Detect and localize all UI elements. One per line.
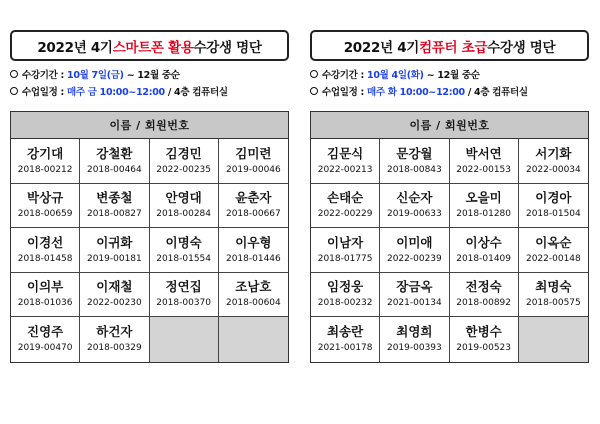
student-name: 오을미 (465, 190, 502, 206)
member-number: 2019-00181 (86, 253, 142, 264)
student-cell (311, 139, 380, 184)
student-cell (450, 273, 519, 318)
member-number: 2018-01775 (317, 253, 373, 264)
student-cell (150, 273, 219, 318)
member-number: 2019-00470 (17, 343, 73, 354)
member-number: 2018-00827 (86, 209, 142, 220)
title-suffix: 수강생 명단 (487, 39, 556, 56)
student-cell (11, 184, 80, 229)
member-number: 2018-00843 (386, 164, 442, 175)
empty-cell (219, 317, 288, 362)
member-number: 2018-01280 (456, 209, 512, 220)
student-name: 안영대 (165, 190, 202, 206)
schedule-rest: / 4층 컴퓨터실 (464, 87, 528, 98)
student-cell (450, 139, 519, 184)
student-cell (519, 228, 588, 273)
member-number: 2019-00633 (386, 209, 442, 220)
member-number: 2018-00575 (525, 298, 581, 309)
student-name: 이남자 (327, 234, 364, 250)
member-number: 2022-00153 (456, 164, 512, 175)
member-number: 2018-00667 (225, 209, 281, 220)
student-name: 이옥순 (535, 234, 572, 250)
member-number: 2018-01446 (225, 253, 281, 264)
student-name: 진영주 (27, 324, 64, 340)
member-number: 2019-00393 (386, 343, 442, 354)
student-cell (150, 184, 219, 229)
student-table (310, 111, 589, 363)
student-cell (80, 273, 149, 318)
student-cell (380, 273, 449, 318)
student-name: 신순자 (396, 190, 433, 206)
member-number: 2019-00523 (456, 343, 512, 354)
student-cell (219, 139, 288, 184)
schedule-value: 매주 금 10:00~12:00 (67, 87, 165, 98)
empty-cell (150, 317, 219, 362)
student-name: 한병수 (465, 324, 502, 340)
circle-bullet-icon (310, 70, 318, 78)
student-cell (219, 273, 288, 318)
student-name: 이재철 (96, 279, 133, 295)
student-name: 손태순 (327, 190, 364, 206)
student-cell (311, 273, 380, 318)
schedule-rest: / 4층 컴퓨터실 (164, 87, 228, 98)
student-cell (11, 139, 80, 184)
student-name: 정연집 (165, 279, 202, 295)
period-rest: ~ 12월 중순 (423, 70, 480, 81)
student-cell (311, 228, 380, 273)
student-cell (380, 228, 449, 273)
student-cell (219, 184, 288, 229)
student-grid (11, 139, 288, 362)
student-cell (11, 273, 80, 318)
circle-bullet-icon (10, 70, 18, 78)
student-name: 최송란 (327, 324, 364, 340)
member-number: 2018-01036 (17, 298, 73, 309)
student-name: 문강월 (396, 145, 433, 161)
member-number: 2019-00046 (225, 164, 281, 175)
empty-cell (519, 317, 588, 362)
circle-bullet-icon (10, 87, 18, 95)
student-cell (380, 317, 449, 362)
circle-bullet-icon (310, 87, 318, 95)
student-cell (311, 317, 380, 362)
student-cell (519, 273, 588, 318)
schedule-label: 수업일정 : (22, 87, 68, 98)
period-value: 10월 7일(금) (67, 70, 124, 81)
student-cell (519, 184, 588, 229)
student-cell (80, 317, 149, 362)
student-name: 김경민 (165, 145, 202, 161)
member-number: 2022-00148 (525, 253, 581, 264)
member-number: 2022-00229 (317, 209, 373, 220)
student-name: 장금옥 (396, 279, 433, 295)
table-header: 이름 / 회원번호 (311, 112, 588, 139)
student-table (10, 111, 289, 363)
table-header: 이름 / 회원번호 (11, 112, 288, 139)
computer-roster-panel (310, 30, 589, 354)
student-name: 김미련 (235, 145, 272, 161)
title-course-name: 스마트폰 활용 (112, 39, 194, 56)
schedule-label: 수업일정 : (322, 87, 368, 98)
student-name: 이의부 (27, 279, 64, 295)
student-name: 임정웅 (327, 279, 364, 295)
student-cell (380, 184, 449, 229)
student-name: 이우형 (235, 234, 272, 250)
member-number: 2022-00230 (86, 298, 142, 309)
student-name: 전정숙 (465, 279, 502, 295)
student-name: 변종철 (96, 190, 133, 206)
student-name: 윤춘자 (235, 190, 272, 206)
student-cell (450, 317, 519, 362)
student-name: 김문식 (327, 145, 364, 161)
member-number: 2018-00212 (17, 164, 73, 175)
member-number: 2018-00892 (456, 298, 512, 309)
member-number: 2018-00232 (317, 298, 373, 309)
member-number: 2018-00284 (156, 209, 212, 220)
student-cell (80, 184, 149, 229)
title-suffix: 수강생 명단 (193, 39, 262, 56)
schedule-row (310, 84, 589, 101)
schedule-row (10, 84, 289, 101)
student-cell (450, 228, 519, 273)
title-course-name: 컴퓨터 초급 (419, 39, 488, 56)
period-label: 수강기간 : (322, 70, 368, 81)
period-row (10, 67, 289, 84)
title-prefix: 2022년 4기 (343, 39, 420, 56)
student-name: 강철환 (96, 145, 133, 161)
schedule-value: 매주 화 10:00~12:00 (367, 87, 465, 98)
student-name: 박서연 (465, 145, 502, 161)
student-name: 조남호 (235, 279, 272, 295)
member-number: 2018-00329 (86, 343, 142, 354)
student-grid (311, 139, 588, 362)
student-cell (11, 317, 80, 362)
page-title (10, 30, 289, 61)
member-number: 2022-00235 (156, 164, 212, 175)
page-title (310, 30, 589, 61)
student-name: 서기화 (535, 145, 572, 161)
student-cell (219, 228, 288, 273)
member-number: 2018-01409 (456, 253, 512, 264)
student-cell (150, 139, 219, 184)
member-number: 2018-01458 (17, 253, 73, 264)
student-name: 최영희 (396, 324, 433, 340)
student-name: 이명숙 (165, 234, 202, 250)
member-number: 2018-00604 (225, 298, 281, 309)
title-prefix: 2022년 4기 (37, 39, 113, 56)
student-cell (80, 139, 149, 184)
member-number: 2018-00659 (17, 209, 73, 220)
member-number: 2022-00034 (525, 164, 581, 175)
member-number: 2018-01504 (525, 209, 581, 220)
member-number: 2022-00213 (317, 164, 373, 175)
period-label: 수강기간 : (22, 70, 68, 81)
member-number: 2018-00370 (156, 298, 212, 309)
student-cell (519, 139, 588, 184)
student-name: 이경아 (535, 190, 572, 206)
period-rest: ~ 12월 중순 (123, 70, 180, 81)
student-name: 최명숙 (535, 279, 572, 295)
student-name: 이상수 (465, 234, 502, 250)
student-cell (380, 139, 449, 184)
smartphone-roster-panel (10, 30, 289, 354)
student-cell (80, 228, 149, 273)
student-name: 이미애 (396, 234, 433, 250)
student-cell (311, 184, 380, 229)
course-info (10, 67, 289, 101)
period-value: 10월 4일(화) (367, 70, 424, 81)
student-cell (450, 184, 519, 229)
member-number: 2021-00178 (317, 343, 373, 354)
student-name: 이귀화 (96, 234, 133, 250)
student-name: 강기대 (27, 145, 64, 161)
student-cell (150, 228, 219, 273)
member-number: 2022-00239 (386, 253, 442, 264)
student-name: 하건자 (96, 324, 133, 340)
member-number: 2018-01554 (156, 253, 212, 264)
student-name: 이경선 (27, 234, 64, 250)
member-number: 2021-00134 (386, 298, 442, 309)
period-row (310, 67, 589, 84)
student-name: 박상규 (27, 190, 64, 206)
course-info (310, 67, 589, 101)
member-number: 2018-00464 (86, 164, 142, 175)
student-cell (11, 228, 80, 273)
